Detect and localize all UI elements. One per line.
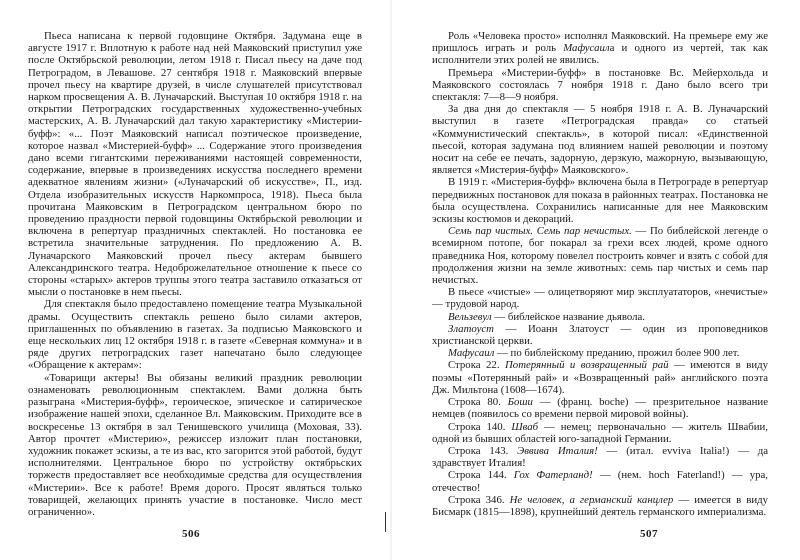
paragraph: За два дня до спектакля — 5 ноября 1918 г. А. В. Луначарский выступил в газете «Петроградская правда» со статьей «Коммунистический спектакль», в которой писал: «Единственной пьесой, которая задумана под влиянием нашей революции и поэтому носит на себе ее печать, задорную, дерзкую, мажорную, вызывающую, является «Мистерия-буфф» Маяковского». <box>432 103 768 177</box>
paragraph: В 1919 г. «Мистерия-буфф» включена была в Петрограде в репертуар передвижных постановок для показа в районных театрах. Постановка не была осуществлена. Сохранились написанные для нее Маяковским эскизы костюмов и декораций. <box>432 176 768 226</box>
paragraph: В пьесе «чистые» — олицетворяют мир эксплуататоров, «нечистые» — трудовой народ. <box>432 286 768 311</box>
paragraph: Пьеса написана к первой годовщине Октября. Задумана еще в августе 1917 г. Вплотную к работе над ней Маяковский приступил уже после Октябрьской революции, летом 1918 г. Писал пьесу на даче под Петроградом, в Левашове. 27 сентября 1918 г. Маяковский впервые прочел пьесу на квартире друзей, в числе слушателей присутствовал нарком просвещения А. В. Луначарский. Выступая 10 октября 1918 г. на открытии Петроградских государственных художественно-учебных мастерских, А. В. Луначарский дал такую характеристику «Мистерии-буфф»: «... Поэт Маяковский написал поэтическое произведение, которое назвал «Мистерией-буфф» ... Содержание этого произведения дано всеми гигантскими переживаниями настоящей современности, содержание, впервые в произведениях искусства последнего времени адекватное явлениям жизни» («Луначарский об искусстве», П., изд. Отдела изобразительных искусств Наркомпроса, 1918). Пьеса была прочитана Маяковским в Петроградском центральном бюро по проведению праздности первой годовщины Октябрьской революции и включена в репертуар праздничных спектаклей. Но постановка ее встретила значительные затруднения. По предложению А. В. Луначарского Маяковский прочел пьесу актерам бывшего Александринского театра. Недоброжелательное отношение к пьесе со стороны «старых» актеров труппы этого театра заставило отказаться от мысли о постановке в нем пьесы. <box>28 30 362 299</box>
page-number: 506 <box>182 528 200 540</box>
left-page <box>0 0 392 560</box>
gutter-mark <box>385 512 386 532</box>
paragraph: «Товарищи актеры! Вы обязаны великий праздник революции ознаменовать революционным спектаклем. Вами должна быть разыграна «Мистерия-буфф», героическое, эпическое и сатирическое изображение нашей эпохи, сделанное Вл. Маяковским. Приходите все в воскресенье 13 октября в зал Тенишевского училища (Моховая, 33). Автор прочтет «Мистерию», режиссер изложит план постановки, художник покажет эскизы, а те из вас, кто загорится этой работой, будут исполнителями. Центральное бюро по устройству октябрьских торжеств предоставляет все необходимые средства для осуществления «Мистерии». Все к работе! Время дорого. Просят являться только товарищей, желающих принять участие в постановке. Число мест ограниченно». <box>28 371 362 518</box>
paragraph: Строка 80. Боши — (франц. boche) — презрительное название немцев (появилось со времени первой мировой войны). <box>432 396 768 421</box>
right-page-text <box>432 30 768 518</box>
paragraph: Роль «Человека просто» исполнял Маяковский. На премьере ему же пришлось играть и роль Мафусаила и одного из чертей, так как исполнители этих ролей не явились. <box>432 30 768 67</box>
paragraph: Премьера «Мистерии-буфф» в постановке Вс. Мейерхольда и Маяковского состоялась 7 ноября 1918 г. Дано было всего три спектакля: 7—8—9 ноября. <box>432 66 768 104</box>
left-page-text <box>28 30 362 518</box>
paragraph: Мафусаил — по библейскому преданию, прожил более 900 лет. <box>448 347 740 360</box>
right-page <box>392 0 800 560</box>
paragraph: Вельзевул — библейское название дьявола. <box>448 310 645 323</box>
paragraph: Строка 144. Гох Фатерланд! — (нем. hoch Faterland!) — ура, отечество! <box>432 469 769 494</box>
paragraph: Строка 346. Не человек, а германский канцлер — имеется в виду Бисмарк (1815—1898), крупнейший деятель германского империализма. <box>432 493 768 518</box>
paragraph: Для спектакля было предоставлено помещение театра Музыкальной драмы. Осуществить спектакль решено было силами актеров, приглашенных по объявлению в газетах. За подписью Маяковского и еще нескольких лиц 12 октября 1918 г. в газете «Северная коммуна» и в ряде других петроградских газет напечатано было следующее «Обращение к актерам»: <box>28 298 362 372</box>
paragraph: Семь пар чистых. Семь пар нечистых. — По библейской легенде о всемирном потопе, бог покарал за грехи всех людей, кроме одного праведника Ноя, которому повелел построить ковчег и взять с собой для продолжения жизни на земле животных: семь пар чистых и семь пар нечистых. <box>432 225 768 287</box>
paragraph: Златоуст — Иоанн Златоуст — один из проповедников христианской церкви. <box>432 322 768 348</box>
paragraph: Строка 140. Шваб — немец; первоначально — житель Швабии, одной из бывших областей юго-западной Германии. <box>432 420 768 445</box>
page-number: 507 <box>640 528 658 540</box>
paragraph: Строка 143. Эввива Италия! — (итал. evviva Italia!) — да здравствует Италия! <box>432 444 769 470</box>
paragraph: Строка 22. Потерянный и возвращенный рай — имеются в виду поэмы «Потерянный рай» и «Возвращенный рай» английского поэта Дж. Мильтона (1608—1674). <box>432 359 768 396</box>
